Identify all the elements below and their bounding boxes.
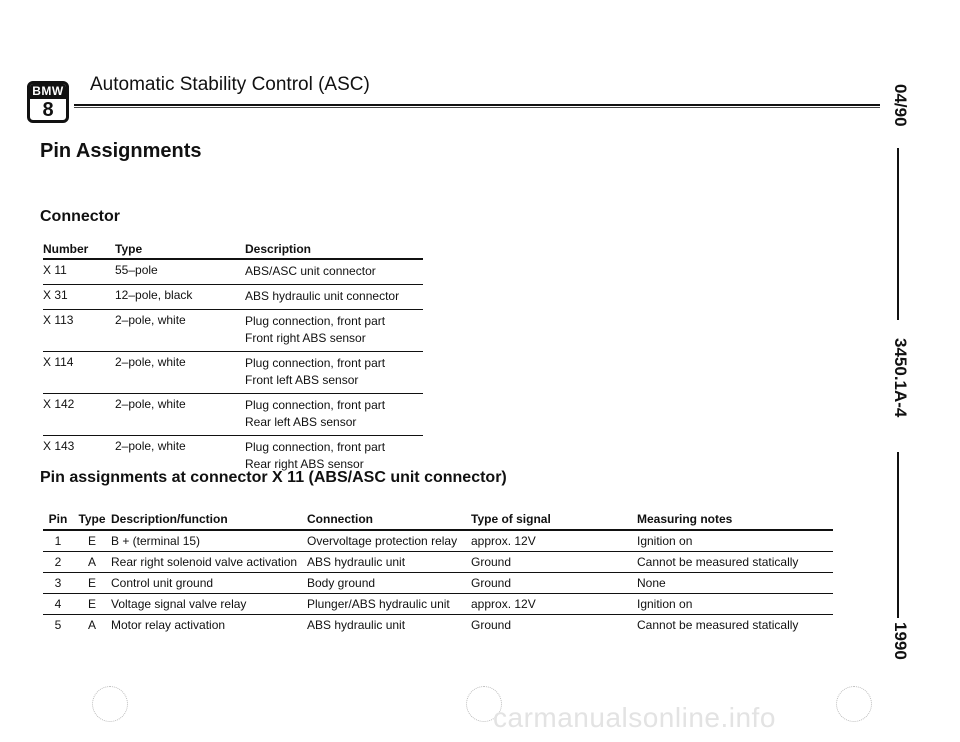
pin-notes: Ignition on <box>637 597 693 611</box>
pin-connection: Overvoltage protection relay <box>307 534 458 548</box>
pin-type: A <box>87 618 96 632</box>
table-row <box>43 285 423 310</box>
pin-signal: approx. 12V <box>471 597 536 611</box>
pin-connection: ABS hydraulic unit <box>307 555 406 569</box>
pin-table <box>43 508 833 635</box>
connector-description <box>245 439 423 473</box>
description-line: Rear right ABS sensor <box>245 457 364 471</box>
bmw-logo <box>27 81 69 123</box>
logo-brand-text: BMW <box>30 84 66 99</box>
pin-number: 5 <box>54 618 62 632</box>
table-row <box>43 573 833 594</box>
header-connection: Connection <box>307 512 373 526</box>
punch-hole-mark <box>92 686 128 722</box>
pin-description: Control unit ground <box>111 576 214 590</box>
header-pin: Pin <box>48 512 68 526</box>
pin-section-title: Pin assignments at connector X 11 (ABS/ASC unit connector) <box>40 469 507 486</box>
connector-number: X 11 <box>43 263 67 277</box>
margin-date: 04/90 <box>891 84 910 127</box>
header-description: Description/function <box>111 512 228 526</box>
pin-number: 3 <box>54 576 62 590</box>
connector-number: X 114 <box>43 355 74 369</box>
punch-hole-mark <box>836 686 872 722</box>
table-row <box>43 531 833 552</box>
connector-number: X 113 <box>43 313 74 327</box>
table-row <box>43 352 423 394</box>
table-row <box>43 394 423 436</box>
pin-notes: Ignition on <box>637 534 693 548</box>
pin-notes: Cannot be measured statically <box>637 618 799 632</box>
description-line: Plug connection, front part <box>245 314 386 328</box>
header-description: Description <box>245 242 312 256</box>
connector-description <box>245 263 423 280</box>
pin-signal: Ground <box>471 618 512 632</box>
connector-description <box>245 313 423 347</box>
pin-type: E <box>87 576 96 590</box>
table-row <box>43 615 833 635</box>
header-type: Type <box>78 512 106 526</box>
pin-number: 1 <box>54 534 62 548</box>
pin-table-header <box>43 508 833 531</box>
description-line: Front right ABS sensor <box>245 331 366 345</box>
pin-connection: ABS hydraulic unit <box>307 618 406 632</box>
pin-type: E <box>87 534 96 548</box>
pin-description: Voltage signal valve relay <box>111 597 247 611</box>
description-line: Front left ABS sensor <box>245 373 359 387</box>
pin-description: Motor relay activation <box>111 618 226 632</box>
table-row <box>43 260 423 285</box>
connector-table-header <box>43 238 423 260</box>
header-number: Number <box>43 242 89 256</box>
pin-type: A <box>87 555 96 569</box>
header-type: Type <box>115 242 143 256</box>
table-row <box>43 594 833 615</box>
header-measuring-notes: Measuring notes <box>637 512 733 526</box>
description-line: Rear left ABS sensor <box>245 415 357 429</box>
margin-doc-number: 3450.1A-4 <box>891 338 910 418</box>
pin-number: 4 <box>54 597 62 611</box>
description-line: Plug connection, front part <box>245 398 386 412</box>
pin-signal: approx. 12V <box>471 534 536 548</box>
header-signal-type: Type of signal <box>471 512 551 526</box>
connector-number: X 31 <box>43 288 68 302</box>
watermark: carmanualsonline.info <box>493 702 776 733</box>
description-line: ABS hydraulic unit connector <box>245 289 400 303</box>
connector-type: 2–pole, white <box>115 397 186 411</box>
connector-description <box>245 397 423 431</box>
margin-line-1 <box>897 148 899 320</box>
page-title: Pin Assignments <box>40 140 202 162</box>
logo-series-text: 8 <box>42 99 54 121</box>
pin-notes: Cannot be measured statically <box>637 555 799 569</box>
connector-table <box>43 238 423 477</box>
connector-section-title: Connector <box>40 208 120 225</box>
header-title: Automatic Stability Control (ASC) <box>90 74 370 95</box>
description-line: Plug connection, front part <box>245 356 386 370</box>
connector-type: 12–pole, black <box>115 288 193 302</box>
description-line: Plug connection, front part <box>245 440 386 454</box>
description-line: ABS/ASC unit connector <box>245 264 376 278</box>
connector-number: X 142 <box>43 397 75 411</box>
table-row <box>43 552 833 573</box>
connector-number: X 143 <box>43 439 75 453</box>
pin-connection: Body ground <box>307 576 376 590</box>
pin-connection: Plunger/ABS hydraulic unit <box>307 597 450 611</box>
pin-signal: Ground <box>471 576 512 590</box>
pin-description: Rear right solenoid valve activation <box>111 555 298 569</box>
connector-type: 2–pole, white <box>115 355 186 369</box>
margin-line-2 <box>897 452 899 618</box>
connector-description <box>245 355 423 389</box>
pin-description: B + (terminal 15) <box>111 534 201 548</box>
header-divider <box>74 104 880 106</box>
table-row <box>43 310 423 352</box>
connector-type: 55–pole <box>115 263 158 277</box>
header-divider-thin <box>74 107 880 108</box>
connector-type: 2–pole, white <box>115 439 186 453</box>
pin-signal: Ground <box>471 555 512 569</box>
pin-notes: None <box>637 576 666 590</box>
pin-type: E <box>87 597 96 611</box>
margin-year: 1990 <box>891 622 910 660</box>
connector-description <box>245 288 423 305</box>
pin-number: 2 <box>54 555 62 569</box>
connector-type: 2–pole, white <box>115 313 186 327</box>
